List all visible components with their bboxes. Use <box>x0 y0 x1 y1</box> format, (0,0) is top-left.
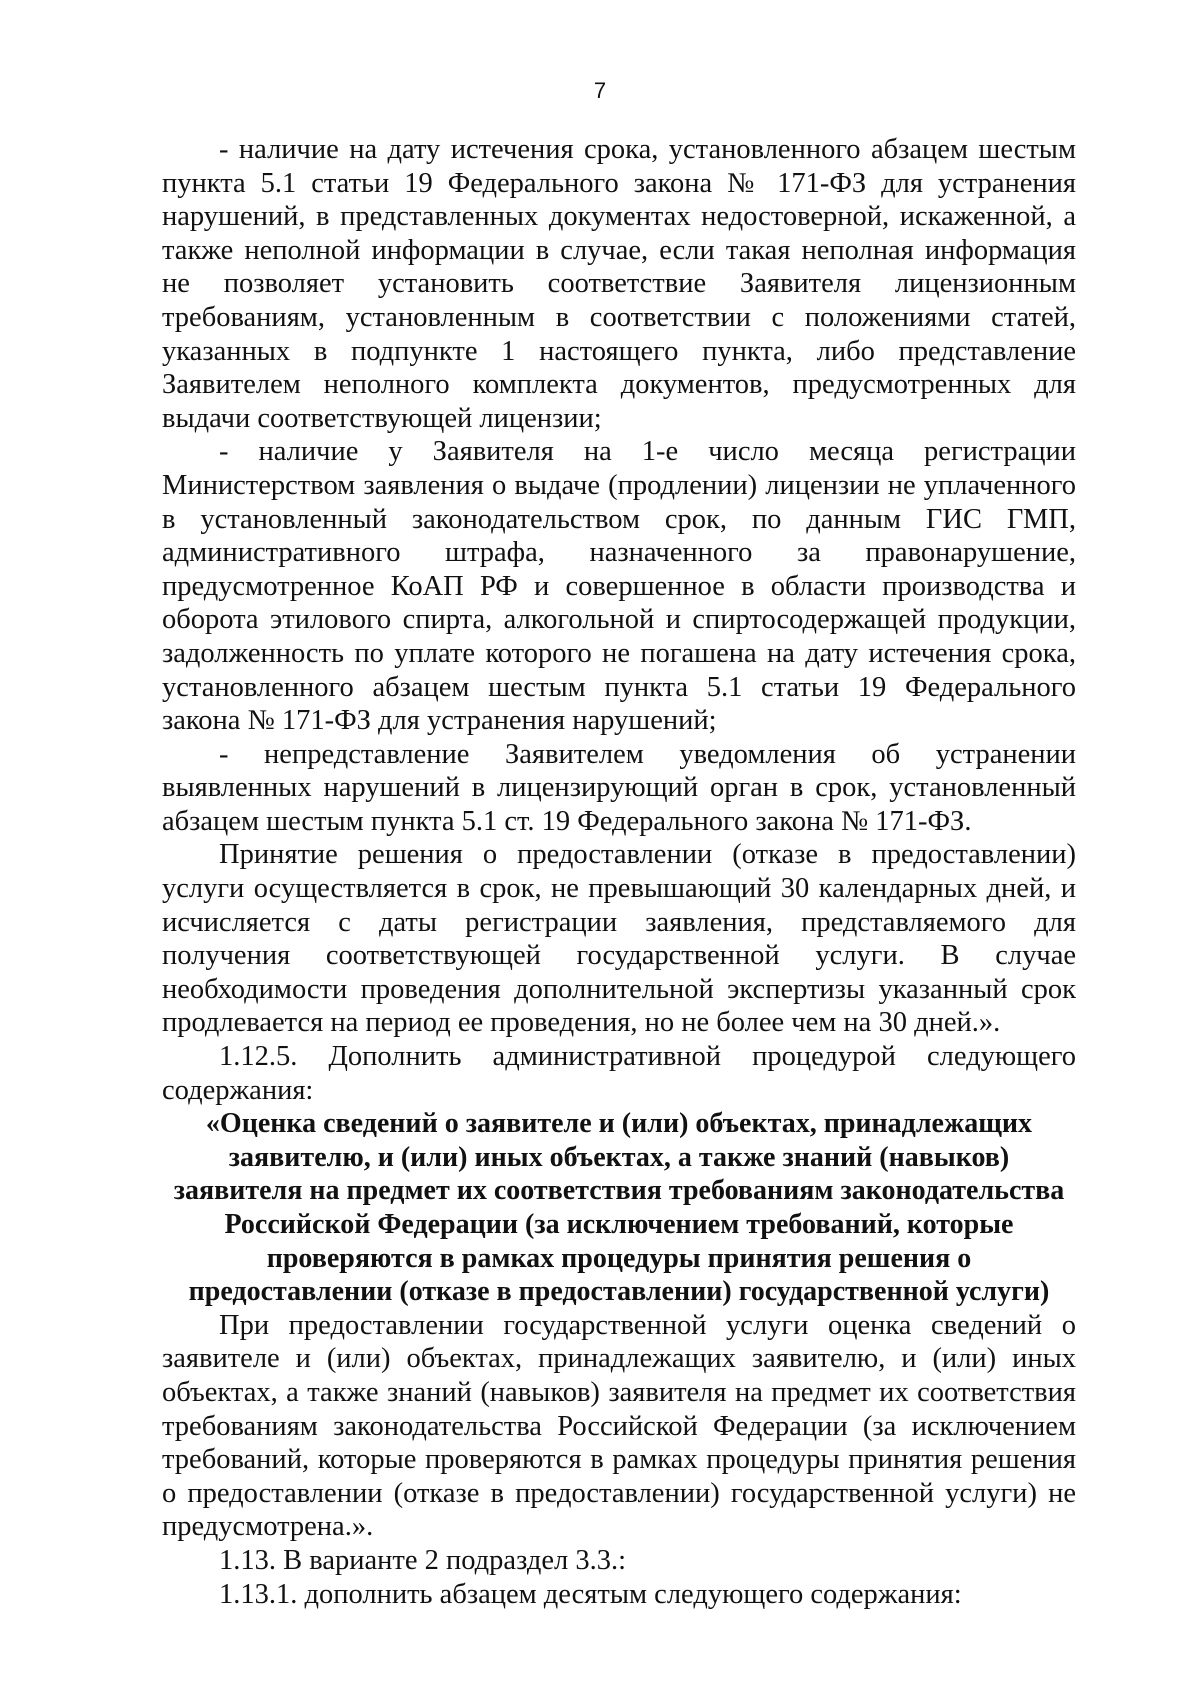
paragraph-clause-1-12-5: 1.12.5. Дополнить административной процедурой следующего содержания: <box>162 1041 1076 1106</box>
heading-line: заявителя на предмет их соответствия требованиям законодательства <box>173 1175 1065 1207</box>
paragraph-assessment-not-provided: При предоставлении государственной услуги оценка сведений о заявителе и (или) объектах, принадлежащих заявителю, и (или) иных объектах, а также знаний (навыков) заявителя на предмет их соответствия требованиям законодательства Российской Федерации (за исключением требований, которые проверяются в рамках процедуры принятия решения о предоставлении (отказе в предоставлении) государственной услуги) не предусмотрена.». <box>162 1309 1076 1543</box>
paragraph-clause-1-13: 1.13. В варианте 2 подраздел 3.3.: <box>219 1544 626 1576</box>
heading-line: Российской Федерации (за исключением требований, которые <box>224 1209 1014 1240</box>
paragraph-no-notification: - непредставление Заявителем уведомления об устранении выявленных нарушений в лицензирующий орган в срок, установленный абзацем шестым пункта 5.1 ст. 19 Федерального закона № 171-ФЗ. <box>162 738 1076 837</box>
paragraph-decision-term: Принятие решения о предоставлении (отказе в предоставлении) услуги осуществляется в срок, не превышающий 30 календарных дней, и исчисляется с даты регистрации заявления, представляемого для получения соответствующей государственной услуги. В случае необходимости проведения дополнительной экспертизы указанный срок продлевается на период ее проведения, но не более чем на 30 дней.». <box>162 839 1076 1039</box>
paragraph-unpaid-fine: - наличие у Заявителя на 1-е число месяца регистрации Министерством заявления о выдаче (продлении) лицензии не уплаченного в установленный законодательством срок, по данным ГИС ГМП, административного штрафа, назначенного за правонарушение, предусмотренное КоАП РФ и совершенное в области производства и оборота этилового спирта, алкогольной и спиртосодержащей продукции, задолженность по уплате которого не погашена на дату истечения срока, установленного абзацем шестым пункта 5.1 статьи 19 Федерального закона № 171-ФЗ для устранения нарушений; <box>162 436 1076 737</box>
heading-line: предоставлении (отказе в предоставлении) государственной услуги) <box>188 1276 1050 1308</box>
page-number: 7 <box>593 78 607 103</box>
heading-line: «Оценка сведений о заявителе и (или) объектах, принадлежащих <box>205 1108 1033 1140</box>
procedure-heading <box>162 1107 1076 1309</box>
paragraph-unreliable-info: - наличие на дату истечения срока, установленного абзацем шестым пункта 5.1 статьи 19 Федерального закона № 171-ФЗ для устранения нарушений, в представленных документах недостоверной, искаженной, а также неполной информации в случае, если такая неполная информация не позволяет установить соответствие Заявителя лицензионным требованиям, установленным в соответствии с положениями статей, указанных в подпункте 1 настоящего пункта, либо представление Заявителем неполного комплекта документов, предусмотренных для выдачи соответствующей лицензии; <box>162 134 1076 434</box>
heading-line: заявителю, и (или) иных объектах, а также знаний (навыков) <box>228 1141 1010 1173</box>
heading-line: проверяются в рамках процедуры принятия решения о <box>266 1242 972 1274</box>
paragraph-clause-1-13-1: 1.13.1. дополнить абзацем десятым следующего содержания: <box>219 1578 962 1610</box>
document-body <box>162 133 1076 1611</box>
